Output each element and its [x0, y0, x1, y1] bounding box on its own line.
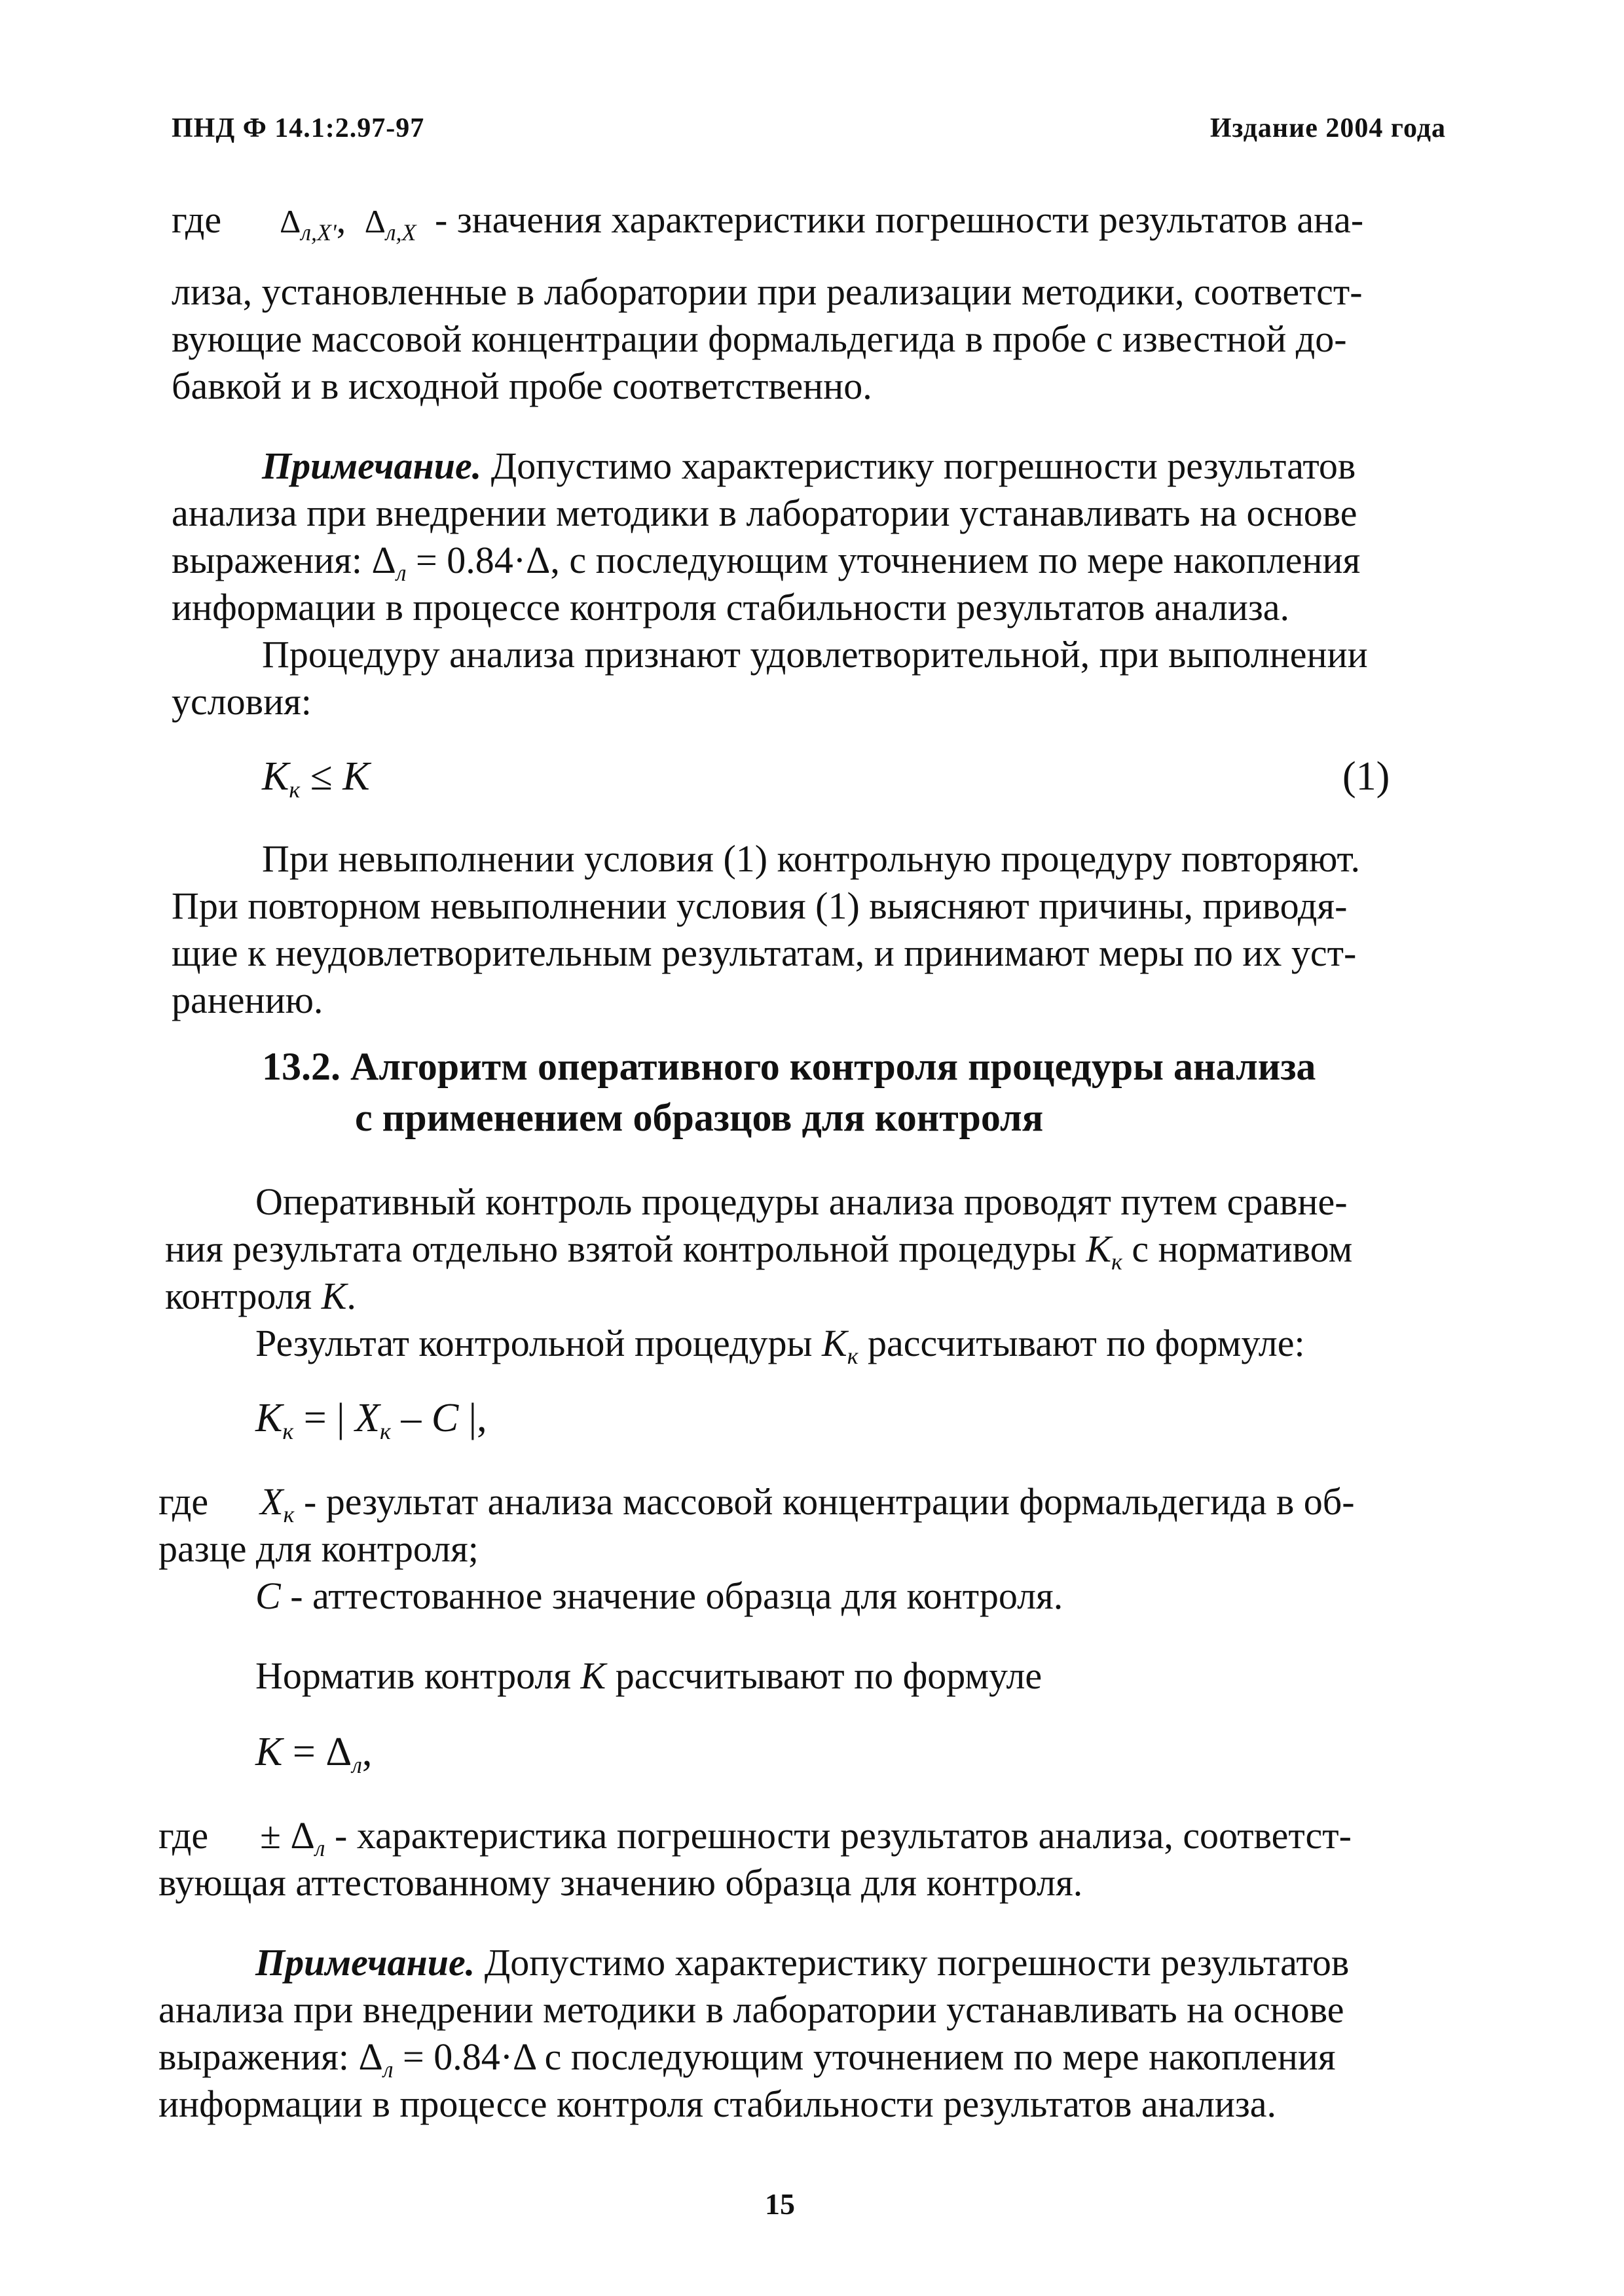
subscript: к	[283, 1501, 295, 1527]
para1-line2: лиза, установленные в лаборатории при реализации методики, соответст-	[172, 270, 1363, 313]
variable-k: K	[342, 754, 370, 799]
note1-line3	[172, 537, 1360, 584]
note1-line1	[262, 443, 1356, 490]
delta-subscript: л	[396, 560, 407, 586]
note2-line3	[158, 2033, 1336, 2081]
delta-symbol: Δ	[280, 203, 301, 240]
where-word: где	[172, 198, 222, 241]
subscript: к	[282, 1418, 294, 1444]
text-span: Допустимо характеристику погрешности результатов	[490, 445, 1356, 487]
text-span: контроля	[165, 1275, 312, 1317]
delta-symbol: Δ	[364, 203, 386, 240]
variable-k: K	[255, 1730, 283, 1774]
text-span: Норматив контроля	[255, 1654, 572, 1697]
subscript: к	[289, 776, 301, 803]
para1-line3: вующие массовой концентрации формальдегида в пробе с известной до-	[172, 318, 1347, 360]
text-span: - аттестованное значение образца для контроля.	[290, 1575, 1063, 1617]
equals-symbol: = Δ	[292, 1730, 352, 1774]
text-span: - характеристика погрешности результатов анализа, соответст-	[335, 1814, 1352, 1857]
para3-line1: При невыполнении условия (1) контрольную процедуру повторяют.	[262, 837, 1361, 880]
note2-line2: анализа при внедрении методики в лаборатории устанавливать на основе	[158, 1988, 1344, 2031]
subscript: л	[352, 1752, 362, 1778]
relation-symbol: ≤	[310, 754, 333, 799]
text-span: с нормативом	[1132, 1228, 1353, 1270]
text-span: рассчитывают по формуле:	[868, 1322, 1305, 1364]
note2-line4: информации в процессе контроля стабильности результатов анализа.	[158, 2083, 1277, 2125]
subscript: к	[1111, 1248, 1122, 1275]
text-span: - значения характеристики погрешности результатов ана-	[435, 198, 1364, 241]
text-span: Допустимо характеристику погрешности результатов	[484, 1941, 1350, 1984]
variable-x: X	[355, 1396, 380, 1440]
variable-x: X	[260, 1480, 284, 1523]
page-number: 15	[765, 2187, 795, 2221]
para4-line2	[165, 1226, 1352, 1273]
document-code: ПНД Ф 14.1:2.97-97	[172, 113, 425, 143]
note-label: Примечание.	[255, 1941, 475, 1984]
text-span: Результат контрольной процедуры	[255, 1322, 813, 1364]
para3-line2: При повторном невыполнении условия (1) выясняют причины, приводя-	[172, 884, 1348, 927]
text-span: = 0.84·Δ, с последующим уточнением по мере накопления	[416, 539, 1361, 581]
section-heading-line1: 13.2. Алгоритм оперативного контроля процедуры анализа	[262, 1045, 1316, 1088]
delta-subscript: л,X'	[301, 219, 337, 246]
text-span: выражения: Δ	[158, 2035, 383, 2078]
text-span: .	[346, 1275, 356, 1317]
formula-3	[255, 1728, 372, 1776]
variable-c: C	[255, 1575, 281, 1617]
where-word: где	[158, 1480, 209, 1523]
para1-line4: бавкой и в исходной пробе соответственно.	[172, 365, 872, 407]
variable-k: K	[580, 1654, 606, 1697]
where2-line1	[158, 1478, 1355, 1525]
text-span: ,	[361, 1730, 373, 1774]
variable-k: K	[822, 1322, 847, 1364]
where-word: где	[158, 1814, 209, 1857]
para5-line	[255, 1320, 1305, 1367]
variable-c: C	[431, 1396, 459, 1440]
subscript: к	[379, 1418, 391, 1444]
note1-line2: анализа при внедрении методики в лаборатории устанавливать на основе	[172, 492, 1357, 534]
text-span: рассчитывают по формуле	[615, 1654, 1043, 1697]
where3-line1	[158, 1812, 1352, 1859]
para2-line1: Процедуру анализа признают удовлетворительной, при выполнении	[262, 633, 1368, 676]
note1-line4: информации в процессе контроля стабильности результатов анализа.	[172, 586, 1290, 629]
note-label: Примечание.	[262, 445, 482, 487]
para2-line2: условия:	[172, 680, 312, 723]
para4-line1: Оперативный контроль процедуры анализа проводят путем сравне-	[255, 1180, 1348, 1223]
para1-line1	[172, 196, 1435, 245]
delta-subscript: л	[382, 2056, 394, 2083]
text-span: выражения: Δ	[172, 539, 396, 581]
minus-symbol: –	[401, 1396, 422, 1440]
variable-k: K	[321, 1275, 347, 1317]
edition-label: Издание 2004 года	[1209, 113, 1446, 143]
subscript: л	[314, 1835, 325, 1861]
variable-k: K	[262, 754, 289, 799]
note2-line1	[255, 1939, 1349, 1986]
subscript: к	[847, 1343, 858, 1369]
where2-line2: разце для контроля;	[158, 1527, 479, 1570]
para3-line4: ранению.	[172, 979, 323, 1021]
variable-k: K	[1086, 1228, 1111, 1270]
plus-minus-delta: ± Δ	[260, 1814, 315, 1857]
separator: ,	[336, 198, 346, 241]
delta-subscript: л,X	[385, 219, 416, 246]
variable-k: K	[255, 1396, 283, 1440]
formula-number: (1)	[1342, 754, 1390, 799]
text-span: - результат анализа массовой концентрации формальдегида в об-	[303, 1480, 1355, 1523]
text-span: ния результата отдельно взятой контрольной процедуры	[165, 1228, 1077, 1270]
para4-line3	[165, 1273, 356, 1320]
where3-line2: вующая аттестованному значению образца для контроля.	[158, 1861, 1083, 1904]
text-span: = 0.84·Δ с последующим уточнением по мере накопления	[403, 2035, 1336, 2078]
text-span: |,	[468, 1396, 487, 1440]
equals-symbol: = |	[303, 1396, 345, 1440]
where2-line3	[255, 1573, 1063, 1620]
para6-line	[255, 1652, 1042, 1700]
formula-1	[262, 753, 370, 803]
para3-line3: щие к неудовлетворительным результатам, и принимают меры по их уст-	[172, 932, 1357, 974]
formula-2	[255, 1394, 487, 1442]
section-heading-line2: с применением образцов для контроля	[355, 1096, 1044, 1139]
